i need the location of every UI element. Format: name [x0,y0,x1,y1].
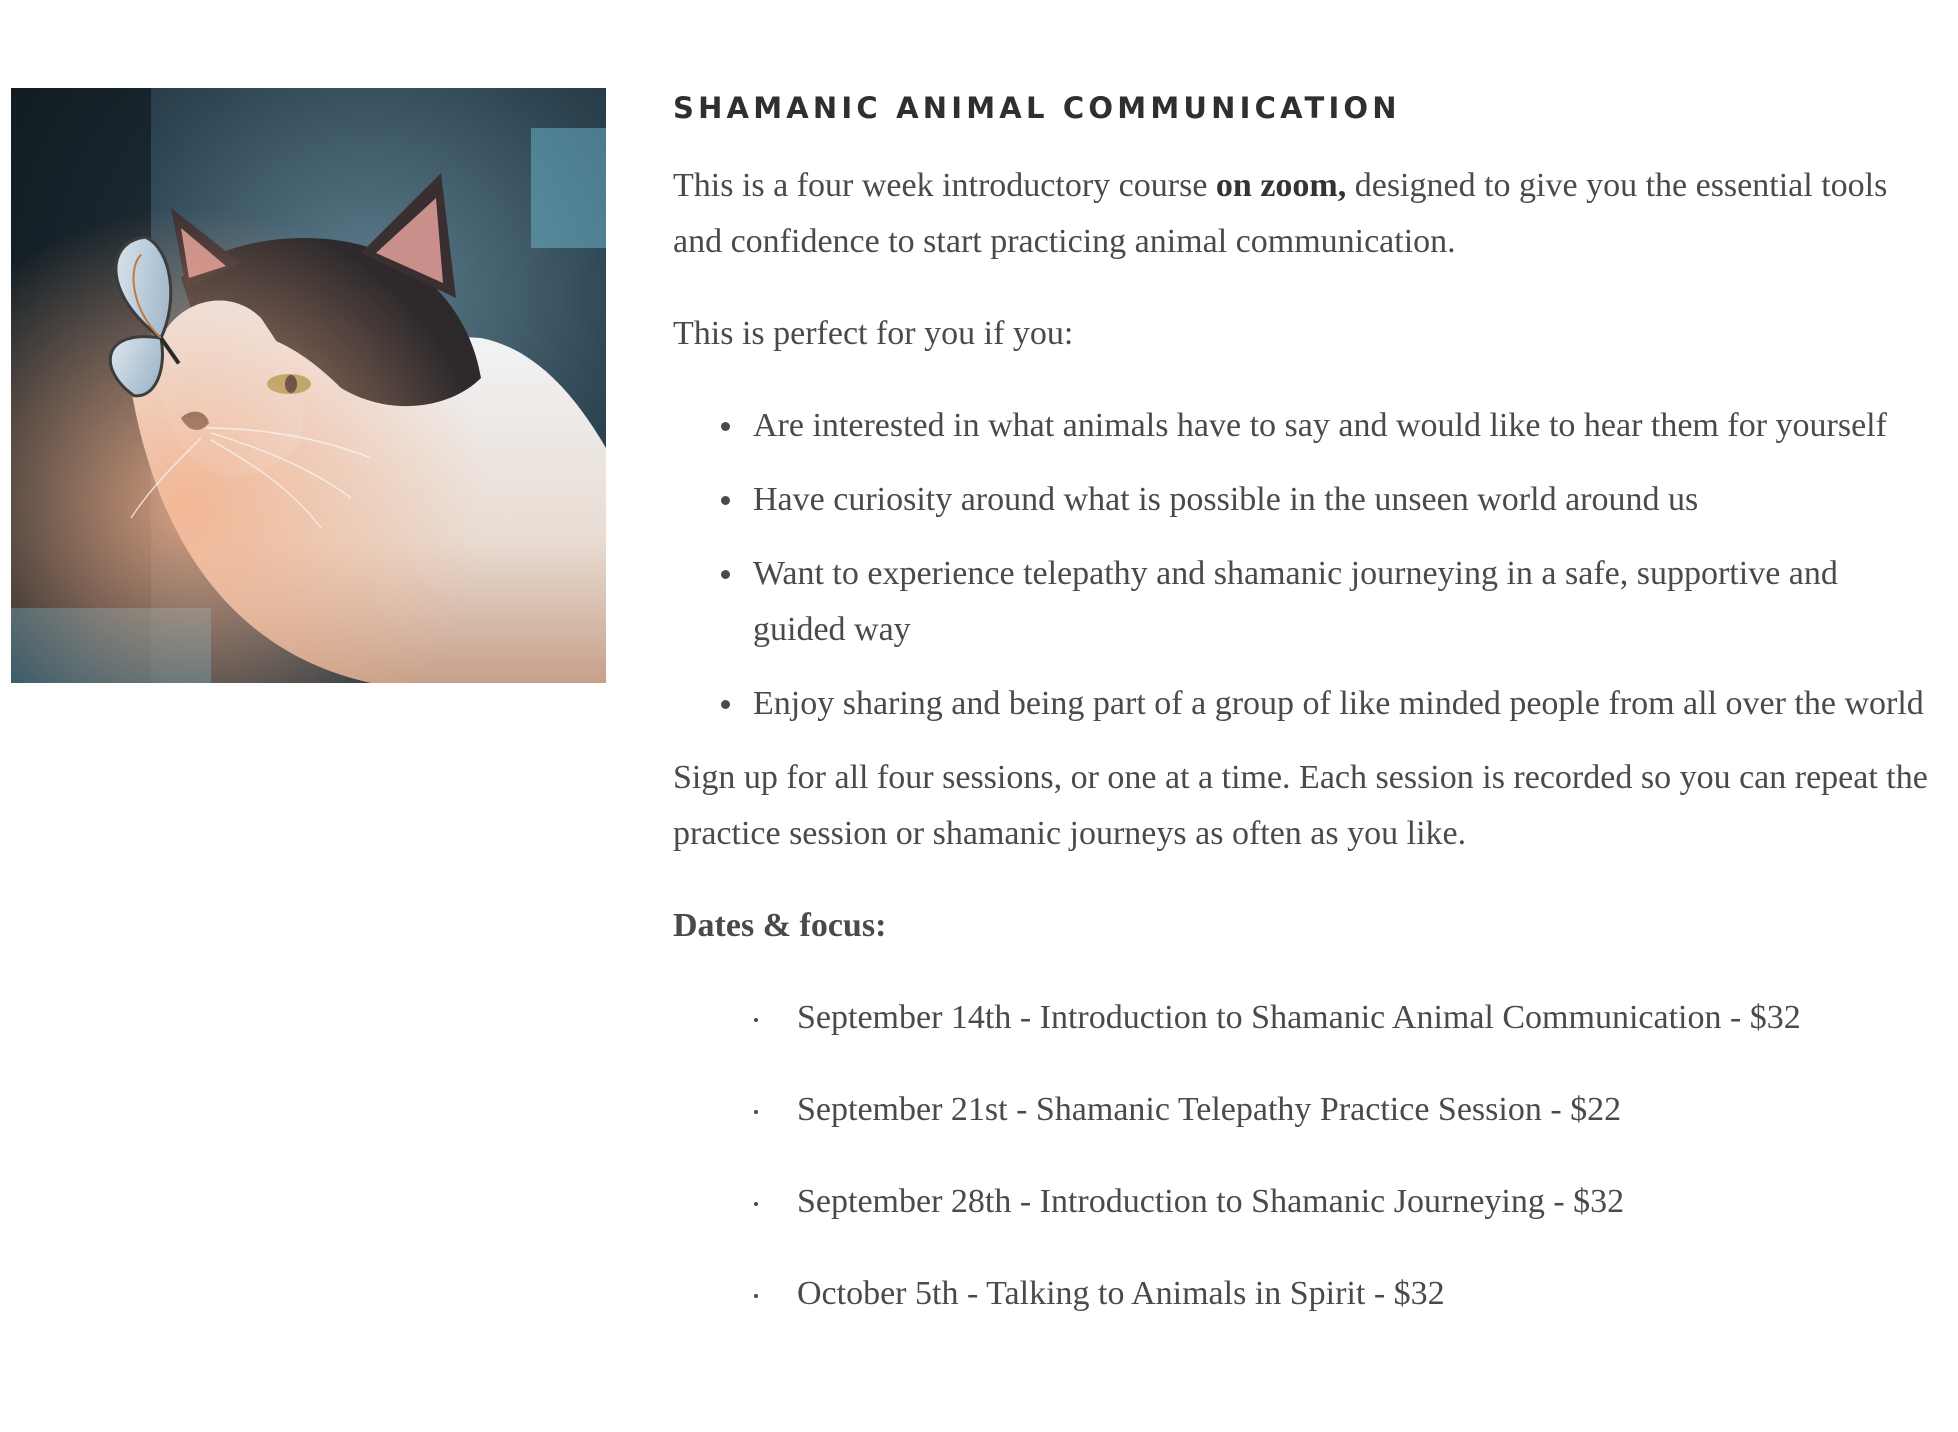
date-item-text: September 28th - Introduction to Shamanic Journeying - $32 [797,1183,1625,1220]
audience-list [673,398,1933,732]
dates-heading: Dates & focus: [673,907,887,944]
intro-bold-text: on zoom, [1215,167,1347,204]
date-item [673,1082,1933,1138]
date-item-text: September 21st - Shamanic Telepathy Practice Session - $22 [797,1091,1622,1128]
bullet-icon [721,570,730,579]
intro-text-after: designed to give you the essential tools and confidence to start practicing animal communication. [673,167,1888,260]
cat-with-butterfly-icon [11,88,606,683]
cat-butterfly-photo [11,88,606,683]
course-description [673,82,1933,1358]
list-item-text: Want to experience telepathy and shamanic journeying in a safe, supportive and guided way [753,555,1838,648]
bullet-icon [721,496,730,505]
bullet-icon [754,1294,758,1298]
date-item-text: September 14th - Introduction to Shamanic Animal Communication - $32 [797,999,1801,1036]
bullet-icon [721,422,730,431]
date-item [673,990,1933,1046]
date-item [673,1174,1933,1230]
perfect-for-text: This is perfect for you if you: [673,315,1074,352]
bullet-icon [721,700,730,709]
intro-paragraph [673,158,1933,270]
section-title: SHAMANIC ANIMAL COMMUNICATION [673,91,1401,125]
bullet-icon [754,1018,758,1022]
list-item-text: Enjoy sharing and being part of a group of like minded people from all over the world [753,685,1924,722]
dates-list [673,990,1933,1322]
list-item [673,546,1933,658]
date-item-text: October 5th - Talking to Animals in Spirit - $32 [797,1275,1445,1312]
list-item [673,676,1933,732]
list-item-text: Have curiosity around what is possible in the unseen world around us [753,481,1699,518]
list-item [673,398,1933,454]
list-item-text: Are interested in what animals have to say and would like to hear them for yourself [753,407,1887,444]
intro-text-before: This is a four week introductory course [673,167,1216,204]
date-item [673,1266,1933,1322]
bullet-icon [754,1110,758,1114]
list-item [673,472,1933,528]
signup-paragraph: Sign up for all four sessions, or one at a time. Each session is recorded so you can repeat the practice session or shamanic journeys as often as you like. [673,759,1928,852]
bullet-icon [754,1202,758,1206]
